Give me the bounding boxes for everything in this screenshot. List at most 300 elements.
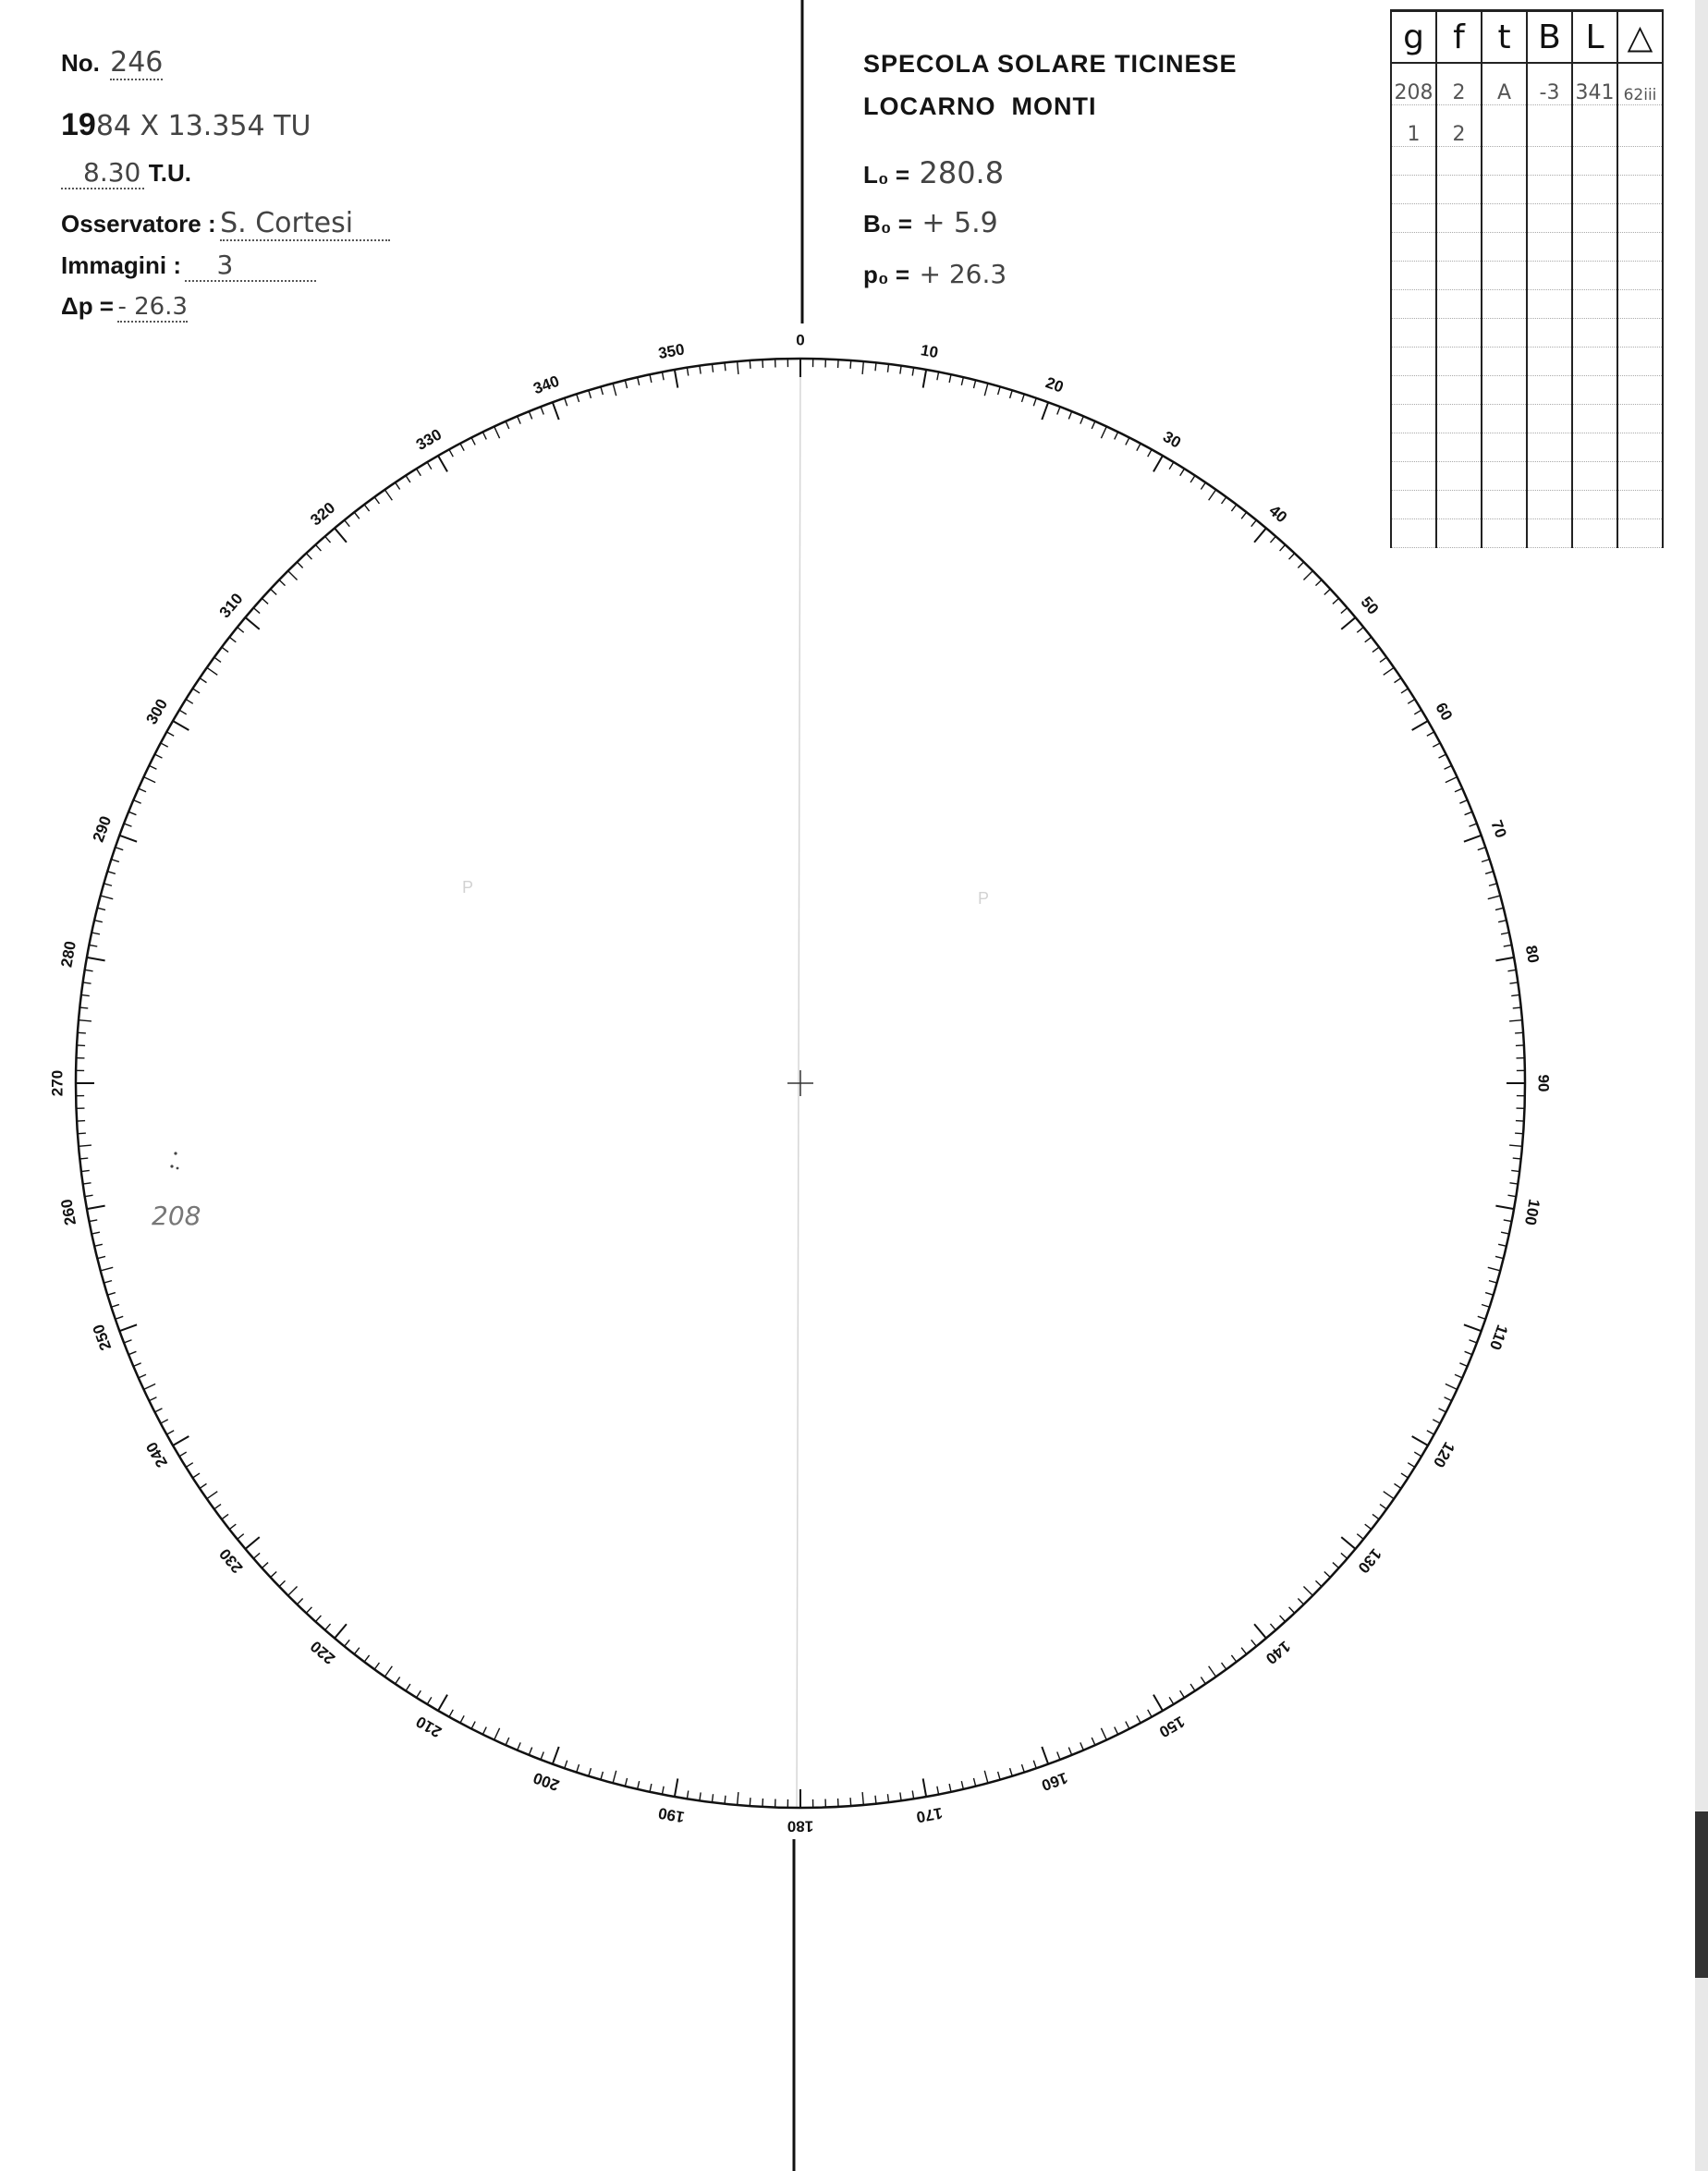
degree-tick (306, 554, 311, 560)
degree-tick (577, 394, 580, 402)
column-header-g: g (1391, 11, 1436, 64)
degree-tick (1137, 1715, 1141, 1723)
degree-tick (315, 544, 321, 551)
degree-tick (154, 1409, 162, 1412)
degree-tick (1333, 598, 1339, 604)
degree-tick (1408, 700, 1415, 704)
degree-tick (1341, 617, 1355, 629)
degree-tick (214, 657, 221, 662)
degree-tick (1365, 1524, 1372, 1530)
degree-tick (1433, 1420, 1440, 1423)
degree-tick (406, 1684, 410, 1691)
degree-tick (83, 1183, 92, 1184)
degree-tick (173, 1436, 189, 1445)
degree-tick (541, 407, 543, 414)
degree-tick (613, 1771, 616, 1784)
degree-tick (179, 710, 187, 714)
degree-tick (222, 1514, 228, 1518)
degree-tick (712, 364, 713, 372)
degree-tick (1455, 1374, 1462, 1378)
degree-tick (179, 1452, 187, 1457)
angle-label: 350 (656, 340, 687, 363)
degree-tick (1384, 667, 1394, 675)
degree-tick (506, 1738, 509, 1745)
degree-tick (1092, 421, 1095, 429)
degree-tick (577, 1764, 580, 1773)
degree-tick (143, 777, 155, 783)
degree-tick (675, 1778, 677, 1797)
degree-tick (1190, 475, 1195, 482)
angle-label: 180 (787, 1817, 814, 1836)
degree-tick (875, 1796, 876, 1804)
degree-tick (553, 1747, 559, 1764)
degree-tick (1478, 848, 1486, 850)
degree-tick (1057, 407, 1060, 414)
delta-p-value: - 26.3 (117, 293, 188, 321)
degree-tick (565, 398, 567, 407)
degree-tick (1254, 1624, 1266, 1638)
table-cell: 1 (1391, 105, 1436, 147)
degree-tick (1504, 945, 1512, 946)
time-value: 8.30 (61, 157, 144, 189)
degree-tick (494, 1728, 500, 1740)
degree-tick (1482, 860, 1490, 862)
degree-tick (79, 1020, 92, 1021)
degree-tick (97, 908, 105, 909)
degree-tick (288, 1586, 298, 1595)
column-header-B: B (1527, 11, 1572, 64)
degree-tick (1231, 1655, 1236, 1662)
degree-tick (1488, 1267, 1501, 1271)
degree-tick (1439, 1409, 1446, 1412)
degree-tick (1509, 1145, 1522, 1146)
degree-tick (1315, 1580, 1321, 1586)
degree-tick (1427, 1431, 1434, 1434)
degree-tick (1504, 1220, 1512, 1222)
degree-tick (638, 1781, 640, 1789)
degree-tick (862, 1792, 863, 1805)
table-cell: 341 (1572, 63, 1617, 105)
degree-tick (1445, 1397, 1452, 1401)
degree-tick (1341, 1553, 1348, 1558)
angle-label: 270 (48, 1069, 67, 1097)
angle-label: 310 (215, 590, 247, 622)
degree-tick (128, 1351, 136, 1354)
degree-tick (1169, 1697, 1174, 1704)
degree-tick (1465, 1351, 1472, 1354)
degree-tick (1498, 921, 1507, 922)
degree-tick (638, 377, 640, 385)
angle-label: 260 (57, 1197, 80, 1227)
degree-tick (279, 579, 285, 585)
degree-tick (1190, 1684, 1195, 1691)
degree-tick (1509, 982, 1518, 983)
degree-tick (374, 497, 379, 504)
degree-tick (200, 1483, 206, 1488)
degree-tick (937, 1787, 939, 1795)
degree-tick (1201, 482, 1205, 489)
degree-tick (116, 848, 124, 850)
angle-label: 220 (307, 1637, 339, 1668)
degree-tick (1254, 528, 1266, 542)
degree-tick (104, 1281, 112, 1283)
degree-tick (1153, 456, 1163, 471)
degree-tick (119, 1324, 137, 1331)
degree-tick (1482, 1304, 1490, 1307)
column-header-L: L (1572, 11, 1617, 64)
degree-tick (973, 380, 975, 388)
degree-tick (335, 1624, 347, 1638)
degree-tick (89, 1220, 97, 1222)
degree-tick (1495, 957, 1514, 960)
degree-tick (725, 362, 726, 371)
degree-tick (1209, 1666, 1216, 1677)
angle-label: 160 (1039, 1768, 1070, 1795)
degree-tick (482, 432, 486, 439)
degree-tick (887, 1794, 888, 1802)
degree-tick (111, 860, 119, 862)
degree-tick (1137, 444, 1141, 451)
time-unit: T.U. (148, 159, 192, 187)
degree-tick (1333, 1563, 1339, 1568)
angle-label: 20 (1043, 373, 1067, 396)
degree-tick (374, 1663, 379, 1669)
degree-tick (192, 1473, 200, 1478)
degree-tick (1010, 1768, 1013, 1776)
angle-label: 40 (1265, 501, 1291, 527)
faint-mark: P (462, 878, 474, 896)
angle-label: 140 (1262, 1637, 1294, 1668)
degree-tick (81, 994, 90, 995)
degree-tick (518, 416, 521, 423)
degree-tick (1446, 777, 1458, 783)
degree-tick (1033, 1761, 1036, 1769)
degree-tick (79, 1145, 92, 1146)
degree-tick (1509, 1020, 1522, 1021)
degree-tick (1341, 608, 1348, 614)
degree-tick (494, 426, 500, 438)
degree-tick (262, 598, 268, 604)
degree-tick (937, 372, 939, 380)
degree-tick (229, 637, 236, 642)
degree-tick (850, 360, 851, 369)
degree-tick (1439, 754, 1446, 758)
angle-label: 50 (1357, 592, 1383, 618)
degree-tick (1498, 1244, 1507, 1246)
degree-tick (589, 390, 592, 398)
angle-label: 30 (1160, 427, 1184, 452)
observatory-name: SPECOLA SOLARE TICINESE (863, 50, 1238, 78)
degree-tick (553, 402, 559, 420)
degree-tick (449, 1710, 453, 1717)
degree-tick (94, 1244, 103, 1246)
degree-tick (1241, 512, 1247, 518)
angle-label: 170 (914, 1803, 945, 1826)
degree-tick (83, 982, 92, 983)
degree-tick (1080, 416, 1084, 423)
degree-tick (1251, 1640, 1257, 1646)
degree-tick (1241, 1648, 1247, 1654)
degree-tick (104, 884, 112, 885)
degree-tick (1459, 1363, 1467, 1367)
degree-tick (1372, 1514, 1379, 1518)
degree-tick (1101, 426, 1106, 438)
degree-tick (262, 1563, 268, 1568)
sunspot-dot (177, 1167, 179, 1170)
degree-tick (119, 835, 137, 842)
degree-tick (124, 1340, 131, 1343)
degree-tick (78, 1133, 86, 1134)
degree-tick (222, 647, 228, 652)
degree-tick (1180, 1690, 1185, 1698)
degree-tick (1021, 394, 1024, 402)
degree-tick (1270, 1624, 1275, 1630)
degree-tick (449, 449, 453, 457)
table-cell: -3 (1527, 63, 1572, 105)
degree-tick (427, 462, 432, 470)
degree-tick (406, 475, 410, 482)
degree-tick (297, 1598, 302, 1604)
degree-tick (107, 872, 116, 874)
degree-tick (229, 1524, 236, 1530)
degree-tick (1148, 449, 1152, 457)
angle-label: 0 (796, 331, 805, 349)
L0-label: L₀ = (863, 161, 910, 189)
degree-tick (687, 368, 688, 376)
degree-tick (565, 1761, 567, 1769)
degree-tick (1201, 1677, 1205, 1684)
observer-label: Osservatore : (61, 210, 216, 238)
degree-tick (1513, 1158, 1521, 1159)
degree-tick (345, 1640, 350, 1646)
faint-mark: P (978, 889, 990, 908)
degree-tick (712, 1794, 713, 1802)
degree-tick (315, 1616, 321, 1622)
degree-tick (900, 1792, 901, 1800)
degree-tick (384, 1666, 392, 1677)
degree-tick (253, 1553, 260, 1558)
degree-tick (1303, 1586, 1312, 1595)
degree-tick (1092, 1738, 1095, 1745)
degree-tick (1414, 1452, 1421, 1457)
degree-tick (101, 1267, 114, 1271)
degree-tick (1126, 1722, 1129, 1729)
sunspot-dot (170, 1165, 173, 1167)
degree-tick (1384, 1492, 1394, 1499)
degree-tick (1464, 1324, 1482, 1331)
degree-tick (192, 689, 200, 693)
degree-tick (1515, 1133, 1523, 1134)
degree-tick (186, 700, 193, 704)
degree-tick (1433, 743, 1440, 747)
degree-tick (912, 368, 913, 376)
degree-tick (1489, 1281, 1497, 1283)
degree-tick (133, 1363, 140, 1367)
degree-tick (1068, 411, 1071, 419)
degree-tick (1280, 1616, 1286, 1622)
degree-tick (471, 437, 475, 445)
degree-tick (1222, 1663, 1226, 1669)
degree-tick (1042, 402, 1048, 420)
degree-tick (850, 1798, 851, 1806)
degree-tick (101, 896, 114, 899)
degree-tick (1380, 657, 1386, 662)
angle-label: 70 (1487, 817, 1510, 841)
degree-tick (79, 1007, 88, 1008)
degree-tick (725, 1796, 726, 1804)
record-number-label: No. (61, 49, 100, 77)
degree-tick (1401, 1473, 1409, 1478)
degree-tick (601, 1772, 603, 1780)
degree-tick (139, 788, 146, 792)
degree-tick (89, 945, 97, 946)
degree-tick (1495, 1256, 1504, 1258)
degree-tick (1126, 437, 1129, 445)
degree-tick (1427, 732, 1434, 736)
degree-tick (345, 520, 350, 527)
degree-tick (417, 469, 421, 476)
degree-tick (161, 743, 168, 747)
degree-tick (984, 384, 988, 396)
degree-tick (354, 1648, 360, 1654)
degree-tick (613, 384, 616, 396)
table-cell: 2 (1436, 63, 1482, 105)
degree-tick (325, 1624, 331, 1630)
degree-tick (1057, 1752, 1060, 1760)
L0-value: 280.8 (919, 155, 1005, 190)
degree-tick (78, 1032, 86, 1033)
degree-tick (139, 1374, 146, 1378)
degree-tick (973, 1778, 975, 1787)
degree-tick (875, 362, 876, 371)
degree-tick (1513, 1007, 1521, 1008)
degree-tick (364, 1655, 369, 1662)
degree-tick (1489, 884, 1497, 885)
degree-tick (1485, 872, 1494, 874)
degree-tick (161, 1420, 168, 1423)
degree-tick (1324, 1572, 1331, 1578)
table-cell: 62iii (1617, 63, 1663, 105)
degree-tick (923, 370, 926, 388)
angle-label: 190 (656, 1803, 687, 1826)
B0-label: B₀ = (863, 210, 912, 238)
degree-tick (364, 505, 369, 511)
degree-tick (238, 1534, 244, 1540)
degree-tick (1080, 1742, 1084, 1750)
degree-tick (1209, 490, 1216, 500)
degree-tick (518, 1742, 521, 1750)
degree-tick (1372, 647, 1379, 652)
degree-tick (116, 1316, 124, 1319)
degree-tick (214, 1505, 221, 1509)
sunspot-group-label: 208 (152, 1201, 201, 1231)
degree-tick (961, 1781, 963, 1789)
degree-tick (482, 1727, 486, 1735)
degree-tick (625, 1778, 627, 1787)
degree-tick (1511, 994, 1519, 995)
degree-tick (1148, 1710, 1152, 1717)
images-label: Immagini : (61, 251, 182, 279)
degree-tick (438, 456, 447, 471)
degree-tick (998, 1772, 1000, 1780)
degree-tick (1395, 1483, 1401, 1488)
degree-tick (1507, 1195, 1516, 1196)
degree-tick (207, 667, 217, 675)
degree-tick (529, 1748, 531, 1755)
column-header-delta: △ (1617, 11, 1663, 64)
date-prefix: 19 (61, 107, 96, 142)
degree-tick (1485, 1293, 1494, 1296)
degree-tick (700, 1792, 701, 1800)
degree-tick (1068, 1748, 1071, 1755)
degree-tick (1395, 678, 1401, 683)
angle-label: 250 (89, 1322, 116, 1353)
degree-tick (94, 921, 103, 922)
degree-tick (589, 1768, 592, 1776)
degree-tick (1169, 462, 1174, 470)
degree-tick (166, 1431, 174, 1434)
degree-tick (154, 754, 162, 758)
degree-tick (923, 1778, 926, 1797)
degree-tick (912, 1790, 913, 1799)
degree-tick (1446, 1384, 1458, 1389)
degree-tick (271, 1572, 277, 1578)
degree-tick (1289, 1607, 1295, 1614)
degree-tick (1042, 1747, 1048, 1764)
angle-label: 110 (1485, 1322, 1512, 1353)
degree-tick (1298, 562, 1303, 567)
degree-tick (97, 1256, 105, 1258)
degree-tick (601, 386, 603, 395)
degree-tick (1412, 721, 1428, 730)
degree-tick (471, 1722, 475, 1729)
degree-tick (149, 765, 156, 769)
degree-tick (186, 1463, 193, 1468)
angle-label: 130 (1354, 1544, 1385, 1577)
degree-tick (1324, 589, 1331, 594)
degree-tick (1511, 1170, 1519, 1171)
angle-label: 200 (531, 1768, 562, 1795)
angle-label: 290 (89, 813, 116, 845)
degree-tick (1115, 432, 1118, 439)
degree-tick (1509, 1183, 1518, 1184)
degree-tick (1488, 896, 1501, 899)
degree-tick (173, 721, 189, 730)
degree-tick (1401, 689, 1409, 693)
degree-tick (79, 1158, 88, 1159)
degree-tick (1180, 469, 1185, 476)
degree-tick (133, 800, 140, 804)
degree-tick (1231, 505, 1236, 511)
angle-label: 210 (412, 1712, 445, 1741)
degree-tick (460, 1715, 464, 1723)
degree-tick (984, 1771, 988, 1784)
degree-tick (92, 933, 100, 934)
angle-label: 280 (57, 939, 80, 970)
degree-tick (166, 732, 174, 736)
degree-tick (1270, 536, 1275, 543)
table-cell: A (1482, 63, 1527, 105)
degree-tick (87, 957, 105, 960)
degree-tick (1033, 398, 1036, 407)
degree-tick (253, 608, 260, 614)
degree-tick (85, 1195, 93, 1196)
degree-tick (245, 1537, 259, 1549)
degree-tick (279, 1580, 285, 1586)
degree-tick (650, 1784, 652, 1792)
degree-tick (81, 1170, 90, 1171)
degree-tick (1414, 710, 1421, 714)
